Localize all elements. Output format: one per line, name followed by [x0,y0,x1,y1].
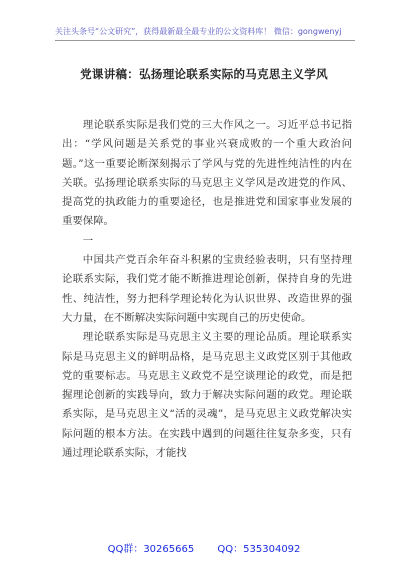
footer-qq-number: QQ：535304092 [217,544,301,555]
document-body [62,116,352,463]
footer-contact [0,540,408,555]
footer-qq-group: QQ群：30265665 [107,544,195,555]
header-divider [55,40,355,41]
document-title: 党课讲稿：弘扬理论联系实际的马克思主义学风 [80,67,328,81]
section-heading-one: 一 [82,234,94,247]
paragraph-theory-quality: 理论联系实际是马克思主义主要的理论品质。理论联系实际是马克思主义的鲜明品格，是马克思主义政党区别于其他政党的重要标志。马克思主义政党不是空谈理论的政党，而是把握理论创新的实践导向，致力于解决实际问题的政党。理论联系实际，是马克思主义“活的灵魂”，是马克思主义政党解决实际问题的根本方法。在实践中遇到的问题往往复杂多变，只有通过理论联系实际，才能找 [62,331,352,460]
paragraph-intro: 理论联系实际是我们党的三大作风之一。习近平总书记指出：“学风问题是关系党的事业兴衰成败的一个重大政治问题。”这一重要论断深刻揭示了学风与党的先进性纯洁性的内在关联。弘扬理论联系实际的马克思主义学风是改进党的作风、提高党的执政能力的重要途径，也是推进党和国家事业发展的重要保障。 [62,119,352,228]
paragraph-experience: 中国共产党百余年奋斗积累的宝贵经验表明，只有坚持理论联系实际，我们党才能不断推进理论创新，保持自身的先进性、纯洁性，努力把科学理论转化为认识世界、改造世界的强大力量，在不断解决实际问题中实现自己的历史使命。 [62,254,352,324]
header-promo-text: 关注头条号“公文研究”，获得最新最全最专业的公文资料库！ 微信：gongwenyj [55,27,342,36]
